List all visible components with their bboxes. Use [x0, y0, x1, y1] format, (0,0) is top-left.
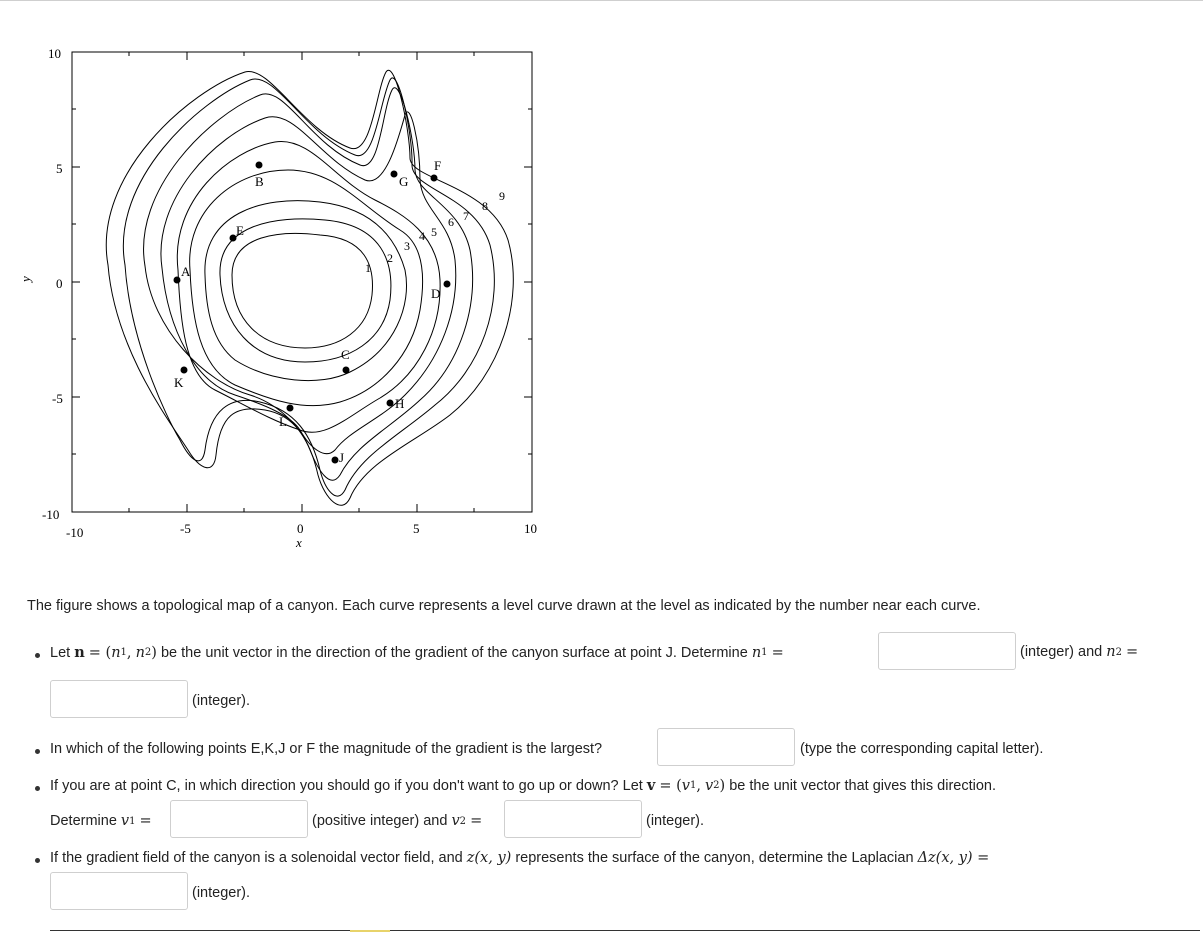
point-label: D: [431, 286, 441, 301]
q4-hint: (integer).: [192, 885, 251, 901]
bottom-accent: [350, 930, 390, 932]
q1-prompt: Let n = ( n 1 , n 2 ) be the unit vector in the direction of the gradient of the canyon surface at point J. Determine n 1 =: [50, 644, 784, 661]
y-axis-label: y: [18, 276, 33, 282]
contour-level-label: 2: [387, 251, 393, 265]
bullet-icon: [35, 653, 40, 658]
point-label: A: [181, 264, 191, 279]
point-label: H: [395, 396, 405, 411]
x-tick-label: 0: [297, 521, 304, 536]
point-label: F: [434, 158, 442, 173]
answer-input-v1[interactable]: [170, 800, 308, 838]
bottom-divider: [50, 930, 1200, 931]
q3-hint-v2: (integer).: [646, 813, 705, 829]
q4-prompt: If the gradient field of the canyon is a solenoidal vector field, and z(x, y) represents the surface of the canyon, determine the Laplacian Δz(x, y) =: [50, 850, 990, 866]
q2-hint: (type the corresponding capital letter).: [800, 741, 1044, 757]
contour-level-label: 6: [448, 215, 454, 229]
answer-input-v2[interactable]: [504, 800, 642, 838]
contour-level-label: 7: [463, 209, 469, 223]
q1-hint-n2: (integer).: [192, 693, 251, 709]
x-tick-label: -10: [66, 525, 84, 540]
bullet-icon: [35, 749, 40, 754]
y-tick-label: 10: [48, 46, 61, 61]
y-tick-label: -10: [42, 507, 60, 522]
contour-level-label: 9: [499, 189, 505, 203]
point-label: G: [399, 174, 409, 189]
y-tick-label: -5: [52, 391, 63, 406]
answer-input-letter[interactable]: [657, 728, 795, 766]
x-tick-label: 10: [524, 521, 537, 536]
bullet-icon: [35, 858, 40, 863]
y-tick-label: 5: [56, 161, 63, 176]
x-axis-label: x: [296, 535, 302, 550]
answer-input-laplacian[interactable]: [50, 872, 188, 910]
point-label: C: [341, 347, 350, 362]
contour-level-label: 5: [431, 225, 437, 239]
q3-hint-v1: (positive integer) and v 2 =: [312, 813, 483, 829]
q3-determine: Determine v 1 =: [50, 813, 152, 829]
x-tick-label: -5: [180, 521, 191, 536]
y-tick-label: 0: [56, 276, 63, 291]
answer-input-n2[interactable]: [50, 680, 188, 718]
contour-level-label: 8: [482, 199, 488, 213]
q3-prompt: If you are at point C, in which direction you should go if you don't want to go up or down? Let v = ( v 1 , v 2 ) be the unit vector that gives this direction.: [50, 777, 997, 794]
point-label: E: [236, 223, 244, 238]
x-tick-label: 5: [413, 521, 420, 536]
contour-level-label: 1: [365, 261, 371, 275]
point-label: B: [255, 174, 264, 189]
q2-prompt: In which of the following points E,K,J or F the magnitude of the gradient is the largest?: [50, 741, 603, 757]
answer-input-n1[interactable]: [878, 632, 1016, 670]
point-label: K: [174, 375, 184, 390]
contour-level-label: 3: [404, 239, 410, 253]
q1-hint-n1: (integer) and n 2 =: [1020, 644, 1139, 660]
bullet-icon: [35, 786, 40, 791]
point-label: L: [279, 414, 287, 429]
intro-text: The figure shows a topological map of a canyon. Each curve represents a level curve drawn at the level as indicated by the number near each curve.: [27, 598, 981, 614]
point-label: J: [339, 450, 345, 465]
contour-level-label: 4: [419, 229, 425, 243]
